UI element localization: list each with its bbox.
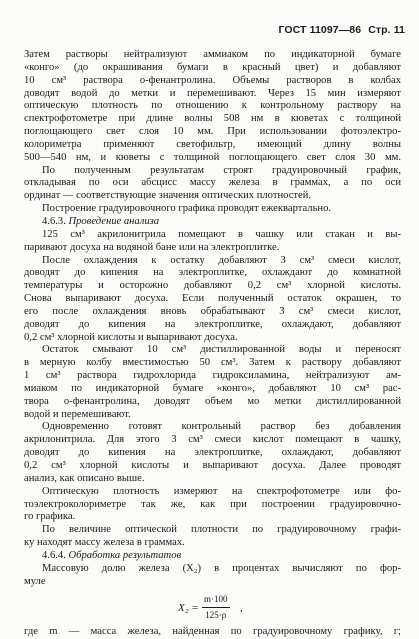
formula-denominator: 125·ρ [205, 610, 227, 621]
text-line: доводят водой до метки и перемешивают. Через 15 мин измеряют [24, 87, 401, 99]
text-line: поглощающего свет слоя 10 мм. При использовании фотоэлектро- [24, 126, 401, 138]
text-line: доводят до кипения на электроплитке, охлаждают до комнатной [24, 267, 401, 279]
text-line: температуры и осторожно добавляют 0,2 см³ хлорной кислоты. [24, 280, 401, 292]
text-line: паривают досуха на водяной бане или на электроплитке. [24, 241, 280, 253]
text-line: 10 см³ раствора о-фенантролина. Объемы растворов в колбах [24, 74, 401, 86]
document-body [24, 49, 401, 639]
formula-numerator: m·100 [202, 593, 230, 608]
standard-number: ГОСТ 11097—86 [278, 24, 362, 36]
text-line: тоэлектроколориметре так же, как при построении градуировочно- [24, 498, 401, 510]
text-lines [24, 49, 401, 588]
text-line: его после охлаждения вновь обрабатывают 3 см³ смеси кислот, [24, 305, 401, 317]
text-line: акрилонитрила. Для этого 3 см³ смеси кислот помещают в чашку, [24, 434, 401, 446]
text-line: 0,2 см³ хлорной кислоты и выпаривают досуха. [24, 331, 238, 343]
text-line: Одновременно готовят контрольный раствор без добавления [42, 421, 401, 433]
text-line: спектрофотометре при длине волны 508 нм в кюветах с толщиной [24, 113, 401, 125]
text-line: 1 см³ раствора гидрохлорида гидроксиламина, нейтрализуют ам- [24, 370, 401, 382]
text-line: Построение градуировочного графика проводят ежеквартально. [42, 203, 332, 215]
text-line: оптическую плотность по отношению к контрольному раствору на [24, 100, 401, 112]
text-line: ку находят массу железа в граммах. [24, 537, 185, 549]
text-line: Затем растворы нейтрализуют аммиаком по индикаторной бумаге [24, 49, 401, 60]
text-line: анализ, как описано выше. [24, 472, 145, 484]
text-line: в мерную колбу вместимостью 50 см³. Затем к раствору добавляют [24, 357, 401, 369]
formula-trail: , [240, 602, 243, 615]
text-line: По величине оптической плотности по градуировочному графи- [42, 524, 401, 536]
text-line: водой и перемешивают. [24, 408, 131, 420]
text-line: Оптическую плотность измеряют на спектрофотометре или фо- [42, 485, 401, 497]
text-line: колориметра применяют светофильтр, имеющий длину волны [24, 138, 401, 150]
formula [24, 590, 401, 624]
text-line: Остаток смывают 10 см³ дистиллированной воды и переносят [42, 344, 401, 356]
text-line: «конго» (до окрашивания бумаги в красный цвет) и добавляют [24, 61, 401, 73]
text-line: По полученным результатам строят градуировочный график, [42, 164, 401, 176]
text-line: 500—540 нм, и кюветы с толщиной поглощающего свет слоя 30 мм. [24, 151, 401, 163]
formula-lhs: X₂ = [178, 602, 199, 615]
text-line: 4.6.3. Проведение анализа [42, 215, 160, 227]
text-line: доводят до кипения на электроплитке, охлаждают, добавляют [24, 318, 401, 330]
text-line: Снова выпаривают досуха. Если полученный остаток окрашен, то [24, 293, 401, 305]
page-header [274, 24, 405, 36]
text-line: муле [24, 575, 46, 587]
text-line: го графика. [24, 511, 76, 523]
text-line: 4.6.4. Обработка результатов [42, 549, 182, 561]
text-line: миаком по индикаторной бумаге «конго», добавляют 10 см³ рас- [24, 382, 401, 394]
formula-fraction [202, 593, 230, 622]
text-line: доводят до кипения на электроплитке, охлаждают, добавляют [24, 447, 401, 459]
text-line: Массовую долю железа (X₂) в процентах вычисляют по фор- [42, 562, 401, 574]
text-line: 0,2 см³ хлорной кислоты и выпаривают досуха. Далее проводят [24, 460, 401, 471]
text-line: ординат — соответствующие значения оптических плотностей. [24, 190, 312, 202]
page-number: Стр. 11 [368, 24, 405, 36]
text-line: твора о-фенантролина, доводят объем мо метки дистиллированной [24, 395, 401, 407]
text-line: 125 см³ акрилонитрила помещают в чашку или стакан и вы- [42, 228, 401, 240]
text-line: После охлаждения к остатку добавляют 3 см³ смеси кислот, [42, 254, 401, 266]
footer-line: где m — масса железа, найденная по градуировочному графику, г; [24, 626, 401, 638]
text-line: откладывая по оси абсцисс массу железа в граммах, а по оси [24, 177, 401, 189]
